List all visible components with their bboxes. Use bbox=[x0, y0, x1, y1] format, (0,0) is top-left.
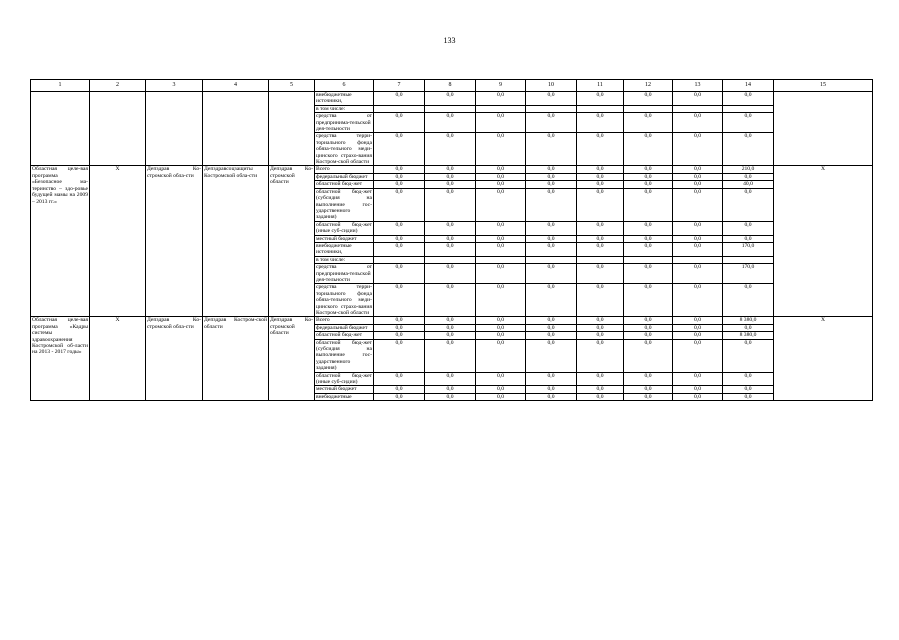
value-cell: 0,0 bbox=[673, 317, 723, 324]
value-cell: 170,0 bbox=[723, 264, 774, 284]
value-cell bbox=[425, 105, 476, 112]
value-cell: 0,0 bbox=[526, 393, 577, 400]
funding-source: внебюджетные источники, bbox=[315, 92, 374, 106]
value-cell: 0,0 bbox=[723, 92, 774, 106]
value-cell: 0,0 bbox=[673, 173, 723, 180]
value-cell: 0,0 bbox=[673, 264, 723, 284]
executor: Депздрав Ко-стромской обла-сти bbox=[146, 166, 203, 317]
empty-cell bbox=[31, 92, 90, 166]
value-cell: 0,0 bbox=[526, 324, 577, 331]
value-cell: 0,0 bbox=[425, 339, 476, 372]
value-cell: 0,0 bbox=[723, 188, 774, 221]
value-cell: 0,0 bbox=[577, 92, 624, 106]
value-cell: 0,0 bbox=[425, 188, 476, 221]
value-cell: 0,0 bbox=[526, 284, 577, 317]
value-cell: 8 380,0 bbox=[723, 317, 774, 324]
value-cell: 0,0 bbox=[374, 284, 425, 317]
value-cell bbox=[577, 256, 624, 263]
value-cell: 0,0 bbox=[476, 372, 526, 386]
value-cell: 0,0 bbox=[476, 113, 526, 133]
value-cell: 0,0 bbox=[425, 393, 476, 400]
funding-source: средства терри-ториального фонда обяза-тельного меди-цинского страхо-вания Костром-ской области bbox=[316, 133, 372, 166]
value-cell bbox=[577, 105, 624, 112]
value-cell: 0,0 bbox=[374, 242, 425, 256]
value-cell: 0,0 bbox=[673, 221, 723, 235]
value-cell: 0,0 bbox=[577, 166, 624, 173]
value-cell: 0,0 bbox=[624, 181, 673, 188]
empty-cell bbox=[269, 92, 315, 166]
funding-source: местный бюджет bbox=[315, 386, 374, 393]
value-cell: 0,0 bbox=[526, 113, 577, 133]
value-cell: 0,0 bbox=[374, 324, 425, 331]
value-cell: 0,0 bbox=[526, 332, 577, 339]
col15-mark: Х bbox=[774, 317, 873, 401]
value-cell: 0,0 bbox=[476, 324, 526, 331]
value-cell: 0,0 bbox=[577, 235, 624, 242]
value-cell: 0,0 bbox=[723, 221, 774, 235]
value-cell: 0,0 bbox=[374, 264, 425, 284]
value-cell: 0,0 bbox=[673, 113, 723, 133]
value-cell: 0,0 bbox=[476, 317, 526, 324]
page-number: 133 bbox=[443, 36, 456, 45]
funding-source: внебюджетные источники, bbox=[315, 242, 374, 256]
value-cell: 0,0 bbox=[425, 317, 476, 324]
funding-source: федеральный бюджет bbox=[315, 173, 374, 180]
coexecutor: Депздравсоцзащиты Костромской обла-сти bbox=[203, 166, 269, 317]
value-cell: 0,0 bbox=[425, 173, 476, 180]
value-cell: 0,0 bbox=[476, 166, 526, 173]
value-cell: 0,0 bbox=[673, 324, 723, 331]
value-cell: 0,0 bbox=[425, 264, 476, 284]
value-cell: 0,0 bbox=[673, 393, 723, 400]
value-cell: 0,0 bbox=[624, 221, 673, 235]
funding-source: областной бюд-жет bbox=[315, 181, 374, 188]
value-cell: 0,0 bbox=[476, 242, 526, 256]
value-cell: 0,0 bbox=[374, 181, 425, 188]
coexecutor: Депздрав Костром-ской области bbox=[203, 317, 269, 401]
value-cell: 0,0 bbox=[476, 235, 526, 242]
value-cell: 0,0 bbox=[577, 332, 624, 339]
value-cell: 0,0 bbox=[673, 166, 723, 173]
column-header: 14 bbox=[723, 80, 774, 92]
value-cell: 0,0 bbox=[476, 133, 526, 166]
table-body bbox=[31, 92, 873, 401]
funding-source: федеральный бюджет bbox=[315, 324, 374, 331]
value-cell: 0,0 bbox=[526, 133, 577, 166]
value-cell: 0,0 bbox=[723, 173, 774, 180]
value-cell: 0,0 bbox=[577, 181, 624, 188]
value-cell bbox=[476, 256, 526, 263]
value-cell: 0,0 bbox=[673, 372, 723, 386]
funding-source: в том числе: bbox=[315, 105, 374, 112]
value-cell: 0,0 bbox=[577, 242, 624, 256]
value-cell: 0,0 bbox=[374, 166, 425, 173]
value-cell: 0,0 bbox=[526, 372, 577, 386]
value-cell: 0,0 bbox=[624, 264, 673, 284]
program-name: Областная целе-вая программа «Безопасное ма-теринство – здо-ровье будущей мамы на 2009 – 2013 гг.» bbox=[31, 166, 90, 317]
value-cell: 0,0 bbox=[476, 393, 526, 400]
value-cell: 0,0 bbox=[374, 339, 425, 372]
value-cell: 0,0 bbox=[723, 133, 774, 166]
header-row bbox=[31, 80, 873, 92]
funding-source: в том числе: bbox=[315, 256, 374, 263]
column-header: 10 bbox=[526, 80, 577, 92]
value-cell: 0,0 bbox=[624, 324, 673, 331]
value-cell: 0,0 bbox=[577, 386, 624, 393]
column-header: 1 bbox=[31, 80, 90, 92]
value-cell: 0,0 bbox=[374, 92, 425, 106]
value-cell: 0,0 bbox=[673, 235, 723, 242]
value-cell: 8 380,0 bbox=[723, 332, 774, 339]
value-cell: 0,0 bbox=[624, 317, 673, 324]
value-cell: 0,0 bbox=[577, 372, 624, 386]
col15-mark: Х bbox=[774, 166, 873, 317]
funding-source: местный бюджет bbox=[315, 235, 374, 242]
value-cell: 0,0 bbox=[476, 264, 526, 284]
value-cell: 0,0 bbox=[476, 188, 526, 221]
value-cell: 0,0 bbox=[425, 235, 476, 242]
value-cell: 0,0 bbox=[624, 188, 673, 221]
value-cell: 0,0 bbox=[374, 235, 425, 242]
funding-source: областной бюд-жет (иные суб-сидии) bbox=[316, 221, 372, 235]
responsible: Депздрав Ко-стромской области bbox=[269, 166, 315, 317]
value-cell: 0,0 bbox=[673, 188, 723, 221]
value-cell: 0,0 bbox=[624, 92, 673, 106]
value-cell: 0,0 bbox=[425, 221, 476, 235]
value-cell: 40,0 bbox=[723, 181, 774, 188]
value-cell: 0,0 bbox=[526, 317, 577, 324]
value-cell: 0,0 bbox=[723, 113, 774, 133]
value-cell: 0,0 bbox=[673, 332, 723, 339]
value-cell bbox=[673, 105, 723, 112]
empty-cell bbox=[146, 92, 203, 166]
column-header: 5 bbox=[269, 80, 315, 92]
value-cell: 0,0 bbox=[526, 166, 577, 173]
value-cell: 0,0 bbox=[425, 113, 476, 133]
column-header: 7 bbox=[374, 80, 425, 92]
value-cell: 0,0 bbox=[577, 284, 624, 317]
value-cell: 0,0 bbox=[526, 242, 577, 256]
table-row bbox=[31, 92, 873, 106]
value-cell: 0,0 bbox=[526, 188, 577, 221]
value-cell: 0,0 bbox=[526, 221, 577, 235]
column-header: 8 bbox=[425, 80, 476, 92]
value-cell: 0,0 bbox=[577, 393, 624, 400]
table-row bbox=[31, 166, 873, 173]
value-cell: 0,0 bbox=[526, 264, 577, 284]
value-cell: 0,0 bbox=[425, 242, 476, 256]
column-header: 12 bbox=[624, 80, 673, 92]
value-cell: 0,0 bbox=[526, 339, 577, 372]
value-cell: 0,0 bbox=[673, 133, 723, 166]
value-cell: 0,0 bbox=[425, 284, 476, 317]
value-cell: 0,0 bbox=[476, 181, 526, 188]
value-cell: 0,0 bbox=[526, 181, 577, 188]
value-cell: 0,0 bbox=[624, 339, 673, 372]
value-cell bbox=[526, 256, 577, 263]
program-name: Областная целе-вая программа «Кадры системы здравоохранения Костромской об-ласти на 2013 - 2017 годы» bbox=[31, 317, 90, 401]
value-cell: 0,0 bbox=[374, 317, 425, 324]
value-cell: 0,0 bbox=[476, 92, 526, 106]
value-cell: 0,0 bbox=[577, 324, 624, 331]
executor: Депздрав Ко-стромской обла-сти bbox=[146, 317, 203, 401]
value-cell: 0,0 bbox=[577, 339, 624, 372]
value-cell: 0,0 bbox=[425, 324, 476, 331]
funding-source: областной бюд-жет (субсидия на выполнение гос-ударственного задания) bbox=[316, 188, 372, 221]
value-cell: 0,0 bbox=[526, 92, 577, 106]
value-cell bbox=[673, 256, 723, 263]
value-cell: 0,0 bbox=[476, 221, 526, 235]
value-cell: 0,0 bbox=[374, 386, 425, 393]
funding-source: средства от предпринима-тельской дея-тельности bbox=[316, 113, 372, 133]
value-cell: 0,0 bbox=[723, 324, 774, 331]
funding-source: внебюджетные bbox=[315, 393, 374, 400]
value-cell: 0,0 bbox=[624, 242, 673, 256]
value-cell: 0,0 bbox=[476, 173, 526, 180]
value-cell: 0,0 bbox=[624, 393, 673, 400]
value-cell: 0,0 bbox=[425, 386, 476, 393]
value-cell: 0,0 bbox=[374, 173, 425, 180]
column-header: 15 bbox=[774, 80, 873, 92]
column-header: 9 bbox=[476, 80, 526, 92]
value-cell: 0,0 bbox=[577, 221, 624, 235]
value-cell: 0,0 bbox=[526, 235, 577, 242]
value-cell: 0,0 bbox=[673, 181, 723, 188]
value-cell: 0,0 bbox=[673, 339, 723, 372]
value-cell bbox=[425, 256, 476, 263]
responsible: Депздрав Ко-стромской области bbox=[269, 317, 315, 401]
value-cell: 0,0 bbox=[374, 393, 425, 400]
value-cell: 0,0 bbox=[624, 386, 673, 393]
value-cell: 0,0 bbox=[425, 181, 476, 188]
column-header: 2 bbox=[90, 80, 146, 92]
value-cell bbox=[624, 105, 673, 112]
value-cell: 0,0 bbox=[577, 173, 624, 180]
budget-table bbox=[30, 79, 873, 401]
value-cell bbox=[374, 256, 425, 263]
value-cell: 210,0 bbox=[723, 166, 774, 173]
column-header: 13 bbox=[673, 80, 723, 92]
value-cell: 0,0 bbox=[425, 372, 476, 386]
value-cell: 0,0 bbox=[577, 317, 624, 324]
column-header: 6 bbox=[315, 80, 374, 92]
funding-source: Всего bbox=[315, 166, 374, 173]
col2-mark: Х bbox=[90, 166, 146, 317]
col2-mark: Х bbox=[90, 317, 146, 401]
value-cell: 0,0 bbox=[723, 393, 774, 400]
value-cell: 0,0 bbox=[624, 173, 673, 180]
funding-source: областной бюд-жет bbox=[315, 332, 374, 339]
value-cell: 0,0 bbox=[476, 332, 526, 339]
value-cell: 0,0 bbox=[577, 188, 624, 221]
value-cell bbox=[526, 105, 577, 112]
value-cell: 0,0 bbox=[723, 235, 774, 242]
value-cell: 0,0 bbox=[624, 133, 673, 166]
value-cell: 0,0 bbox=[723, 284, 774, 317]
empty-cell bbox=[203, 92, 269, 166]
funding-source: Всего bbox=[315, 317, 374, 324]
column-header: 3 bbox=[146, 80, 203, 92]
value-cell: 0,0 bbox=[673, 386, 723, 393]
value-cell bbox=[723, 256, 774, 263]
value-cell: 0,0 bbox=[476, 284, 526, 317]
empty-cell bbox=[774, 92, 873, 166]
table-header bbox=[31, 80, 873, 92]
value-cell: 0,0 bbox=[476, 386, 526, 393]
value-cell: 170,0 bbox=[723, 242, 774, 256]
value-cell: 0,0 bbox=[577, 133, 624, 166]
value-cell: 0,0 bbox=[374, 113, 425, 133]
funding-source: средства терри-ториального фонда обяза-тельного меди-цинского страхо-вания Костром-ской области bbox=[316, 284, 372, 316]
table-row bbox=[31, 317, 873, 324]
empty-cell bbox=[90, 92, 146, 166]
column-header: 4 bbox=[203, 80, 269, 92]
value-cell: 0,0 bbox=[673, 242, 723, 256]
value-cell: 0,0 bbox=[624, 113, 673, 133]
value-cell: 0,0 bbox=[425, 133, 476, 166]
value-cell: 0,0 bbox=[624, 372, 673, 386]
value-cell bbox=[723, 105, 774, 112]
value-cell bbox=[476, 105, 526, 112]
value-cell: 0,0 bbox=[673, 92, 723, 106]
value-cell bbox=[374, 105, 425, 112]
value-cell: 0,0 bbox=[374, 221, 425, 235]
value-cell: 0,0 bbox=[723, 386, 774, 393]
value-cell: 0,0 bbox=[624, 332, 673, 339]
value-cell bbox=[624, 256, 673, 263]
value-cell: 0,0 bbox=[425, 166, 476, 173]
value-cell: 0,0 bbox=[374, 332, 425, 339]
value-cell: 0,0 bbox=[577, 113, 624, 133]
value-cell: 0,0 bbox=[723, 372, 774, 386]
column-header: 11 bbox=[577, 80, 624, 92]
value-cell: 0,0 bbox=[723, 339, 774, 372]
value-cell: 0,0 bbox=[374, 133, 425, 166]
value-cell: 0,0 bbox=[673, 284, 723, 317]
value-cell: 0,0 bbox=[624, 166, 673, 173]
value-cell: 0,0 bbox=[624, 284, 673, 317]
value-cell: 0,0 bbox=[425, 92, 476, 106]
value-cell: 0,0 bbox=[476, 339, 526, 372]
value-cell: 0,0 bbox=[624, 235, 673, 242]
funding-source: областной бюд-жет (субсидия на выполнение гос-ударственного задания) bbox=[316, 339, 372, 372]
value-cell: 0,0 bbox=[374, 372, 425, 386]
value-cell: 0,0 bbox=[577, 264, 624, 284]
value-cell: 0,0 bbox=[526, 173, 577, 180]
funding-source: средства от предпринима-тельской дея-тельности bbox=[316, 264, 372, 283]
value-cell: 0,0 bbox=[374, 188, 425, 221]
funding-source: областной бюд-жет (иные суб-сидии) bbox=[316, 372, 372, 386]
value-cell: 0,0 bbox=[526, 386, 577, 393]
value-cell: 0,0 bbox=[425, 332, 476, 339]
